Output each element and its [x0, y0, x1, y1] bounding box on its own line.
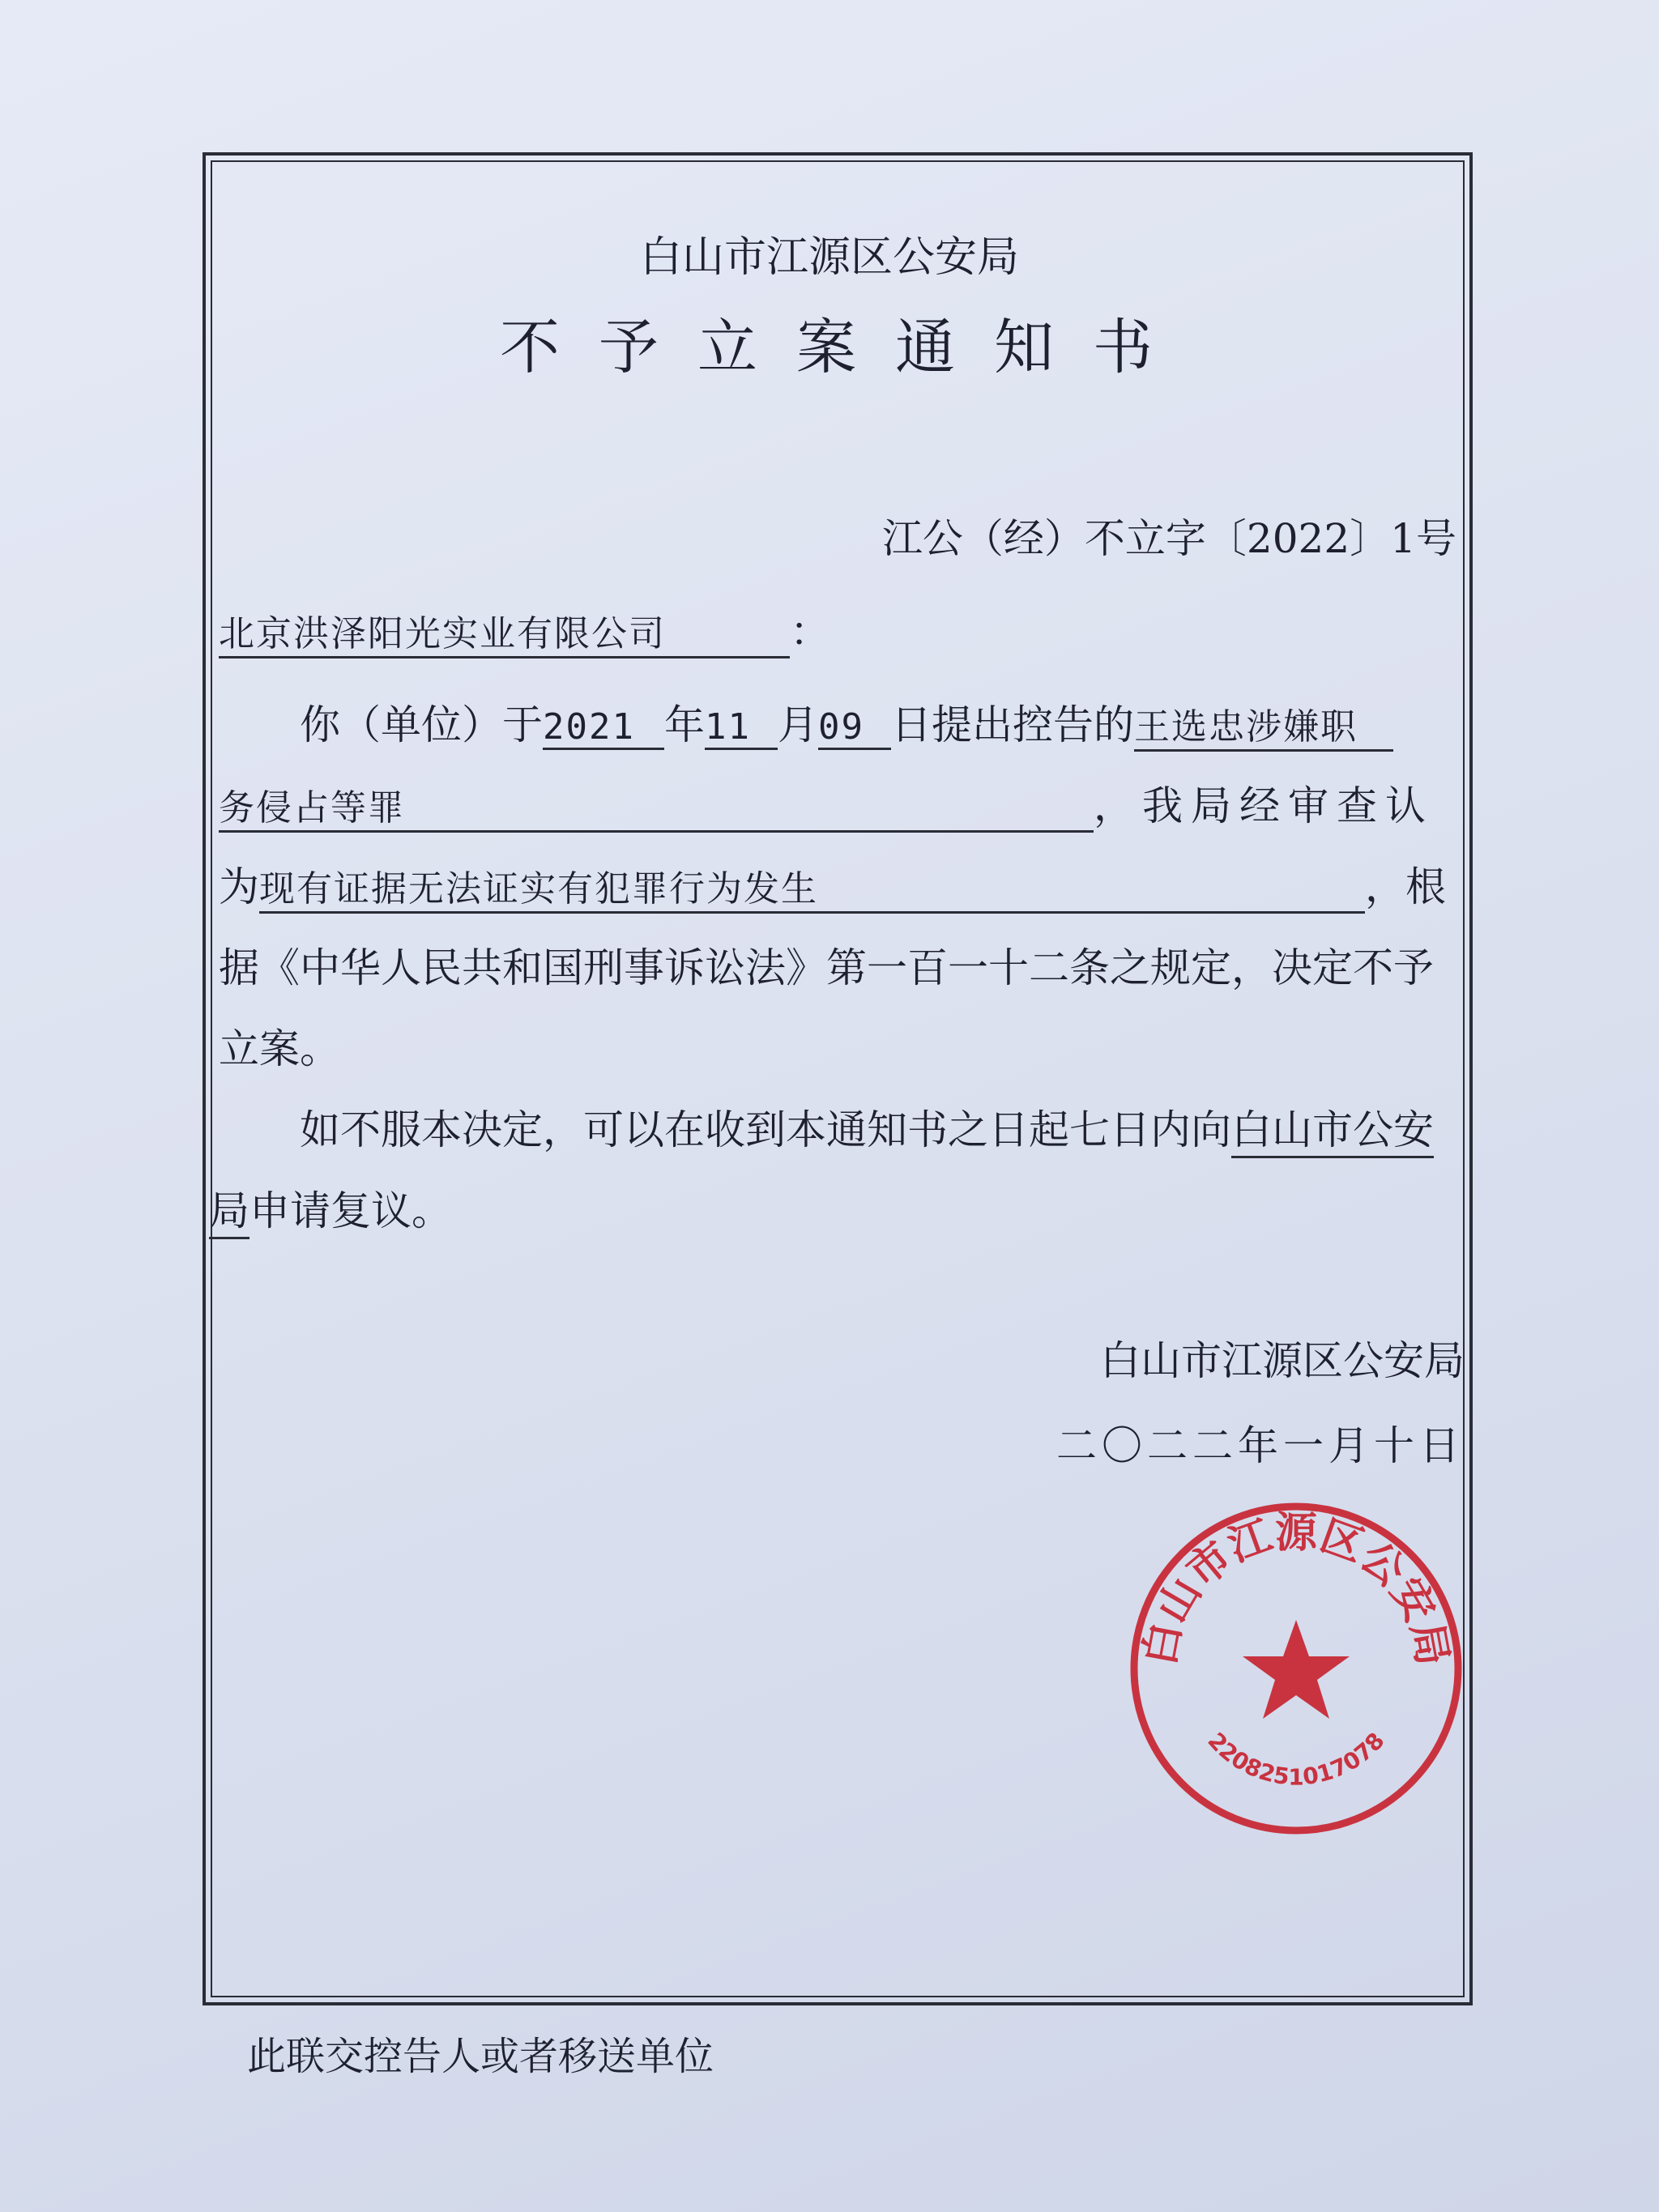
signature-organization: 白山市江源区公安局 [1100, 1337, 1465, 1384]
signature-date: 二〇二二年一月十日 [1056, 1422, 1465, 1469]
seal-code: 2208251017078 [1202, 1727, 1390, 1791]
accused-offense: 王选忠涉嫌职 [1134, 697, 1393, 752]
addressee-colon: ： [790, 608, 830, 655]
body-line-4: 据《中华人民共和国刑事诉讼法》第一百一十二条之规定，决定不予 [219, 944, 1434, 991]
text: 为 [219, 863, 259, 910]
body-line-6 [300, 1097, 1434, 1158]
text: 日提出控告的 [891, 701, 1134, 748]
body-line-7 [209, 1178, 452, 1239]
text: ，我局经审查认 [1094, 782, 1434, 829]
star-icon [1243, 1620, 1350, 1719]
accused-offense-cont: 务侵占等罪 [219, 778, 1094, 833]
body-line-3 [219, 855, 1446, 914]
review-organization: 白山市公安 [1231, 1097, 1434, 1158]
body-line-1 [300, 693, 1393, 752]
complaint-year: 2021 [543, 706, 664, 750]
copy-note: 此联交控告人或者移送单位 [247, 2034, 714, 2079]
issuer-heading: 白山市江源区公安局 [639, 233, 1019, 282]
text: 你（单位）于 [300, 701, 543, 748]
addressee-name: 北京洪泽阳光实业有限公司 [219, 604, 790, 658]
text: 月 [778, 701, 818, 748]
document-number: 江公（经）不立字〔2022〕1号 [881, 515, 1456, 562]
review-organization-cont: 局 [209, 1178, 249, 1239]
body-line-2 [219, 774, 1434, 833]
official-seal [1126, 1498, 1466, 1839]
text: ，根 [1365, 863, 1446, 910]
text: 年 [664, 701, 705, 748]
decision-reason: 现有证据无法证实有犯罪行为发生 [259, 859, 1365, 914]
document-title: 不予立案通知书 [500, 313, 1192, 382]
complaint-day: 09 [818, 706, 891, 750]
body-line-5: 立案。 [219, 1025, 340, 1072]
text: 申请复议。 [249, 1187, 452, 1234]
seal-text: 白山市江源区公安局 [1135, 1509, 1457, 1669]
addressee-line [219, 599, 830, 658]
complaint-month: 11 [705, 706, 778, 750]
text: 如不服本决定，可以在收到本通知书之日起七日内向 [300, 1106, 1231, 1153]
